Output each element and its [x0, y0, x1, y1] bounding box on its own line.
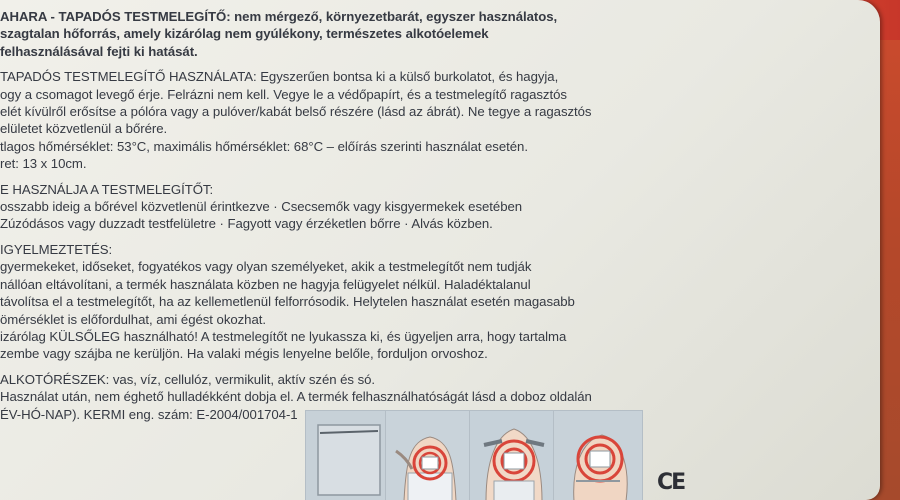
dont-use-line: E HASZNÁLJA A TESTMELEGÍTŐT: — [0, 181, 214, 197]
warning-line: zembe vagy szájba ne kerüljön. Ha valaki mégis lenyelne belőle, forduljon orvoshoz. — [0, 346, 488, 362]
figure-open-pack — [305, 410, 395, 500]
usage-line: elületet közvetlenül a bőrére. — [0, 121, 168, 137]
warning-line: gyermekeket, időseket, fogyatékos vagy olyan személyeket, akik a testmelegítőt nem tudják — [0, 259, 532, 275]
figure-lower-back-application — [553, 410, 643, 500]
dont-use-line: Zúzódásos vagy duzzadt testfelületre · Fagyott vagy érzéketlen bőrre · Alvás közben. — [0, 216, 493, 232]
ingredients-line: ALKOTÓRÉSZEK: vas, víz, cellulóz, vermikulit, aktív szén és só. — [0, 371, 376, 387]
intro-line: felhasználásával fejti ki hatását. — [0, 43, 198, 59]
section-intro — [0, 8, 690, 60]
ce-mark: CE — [657, 470, 685, 495]
warning-line: távolítsa el a testmelegítőt, ha az kellemetlenül felforrósodik. Helytelen használat esetén magasabb — [0, 294, 575, 310]
usage-line: ret: 13 x 10cm. — [0, 156, 87, 172]
figure-chest-application — [469, 410, 559, 500]
usage-line: elét kívülről erősítse a pólóra vagy a pulóver/kabát belső részére (lásd az ábrát). Ne tegye a ragasztós — [0, 104, 592, 120]
section-warning — [0, 241, 690, 363]
warning-line: IGYELMEZTETÉS: — [0, 241, 113, 257]
intro-line: AHARA - TAPADÓS TESTMELEGÍTŐ: nem mérgező, környezetbarát, egyszer használatos, — [0, 9, 558, 24]
warning-line: izárólag KÜLSŐLEG használható! A testmelegítőt ne lyukassza ki, és ügyeljen arra, hogy tartalma — [0, 328, 567, 344]
usage-line: ogy a csomagot levegő érje. Felrázni nem kell. Vegye le a védőpapírt, és a testmelegítő ragasztós — [0, 86, 567, 102]
usage-line: tlagos hőmérséklet: 53°C, maximális hőmérséklet: 68°C – előírás szerinti használat esetén. — [0, 138, 528, 154]
dont-use-line: osszabb ideig a bőrével közvetlenül érintkezve · Csecsemők vagy kisgyermekek esetében — [0, 199, 523, 215]
warning-line: ömérséklet is előfordulhat, ami égést okozhat. — [0, 311, 266, 327]
figure-back-application — [385, 410, 475, 500]
section-usage — [0, 68, 690, 172]
warning-line: nállóan eltávolítani, a termék használata közben ne hagyja felügyelet nélkül. Haladéktalanul — [0, 276, 531, 292]
usage-line: TAPADÓS TESTMELEGÍTŐ HASZNÁLATA: Egyszerűen bontsa ki a külső burkolatot, és hagyja, — [0, 69, 559, 85]
intro-line: szagtalan hőforrás, amely kizárólag nem gyúlékony, természetes alkotóelemek — [0, 26, 489, 42]
ingredients-line: Használat után, nem éghető hulladékként dobja el. A termék felhasználhatóságát lásd a doboz oldalán — [0, 389, 592, 405]
ingredients-line: ÉV-HÓ-NAP). KERMI eng. szám: E-2004/001704-1 — [0, 406, 298, 422]
section-dont-use — [0, 181, 690, 233]
instruction-text — [0, 8, 690, 423]
